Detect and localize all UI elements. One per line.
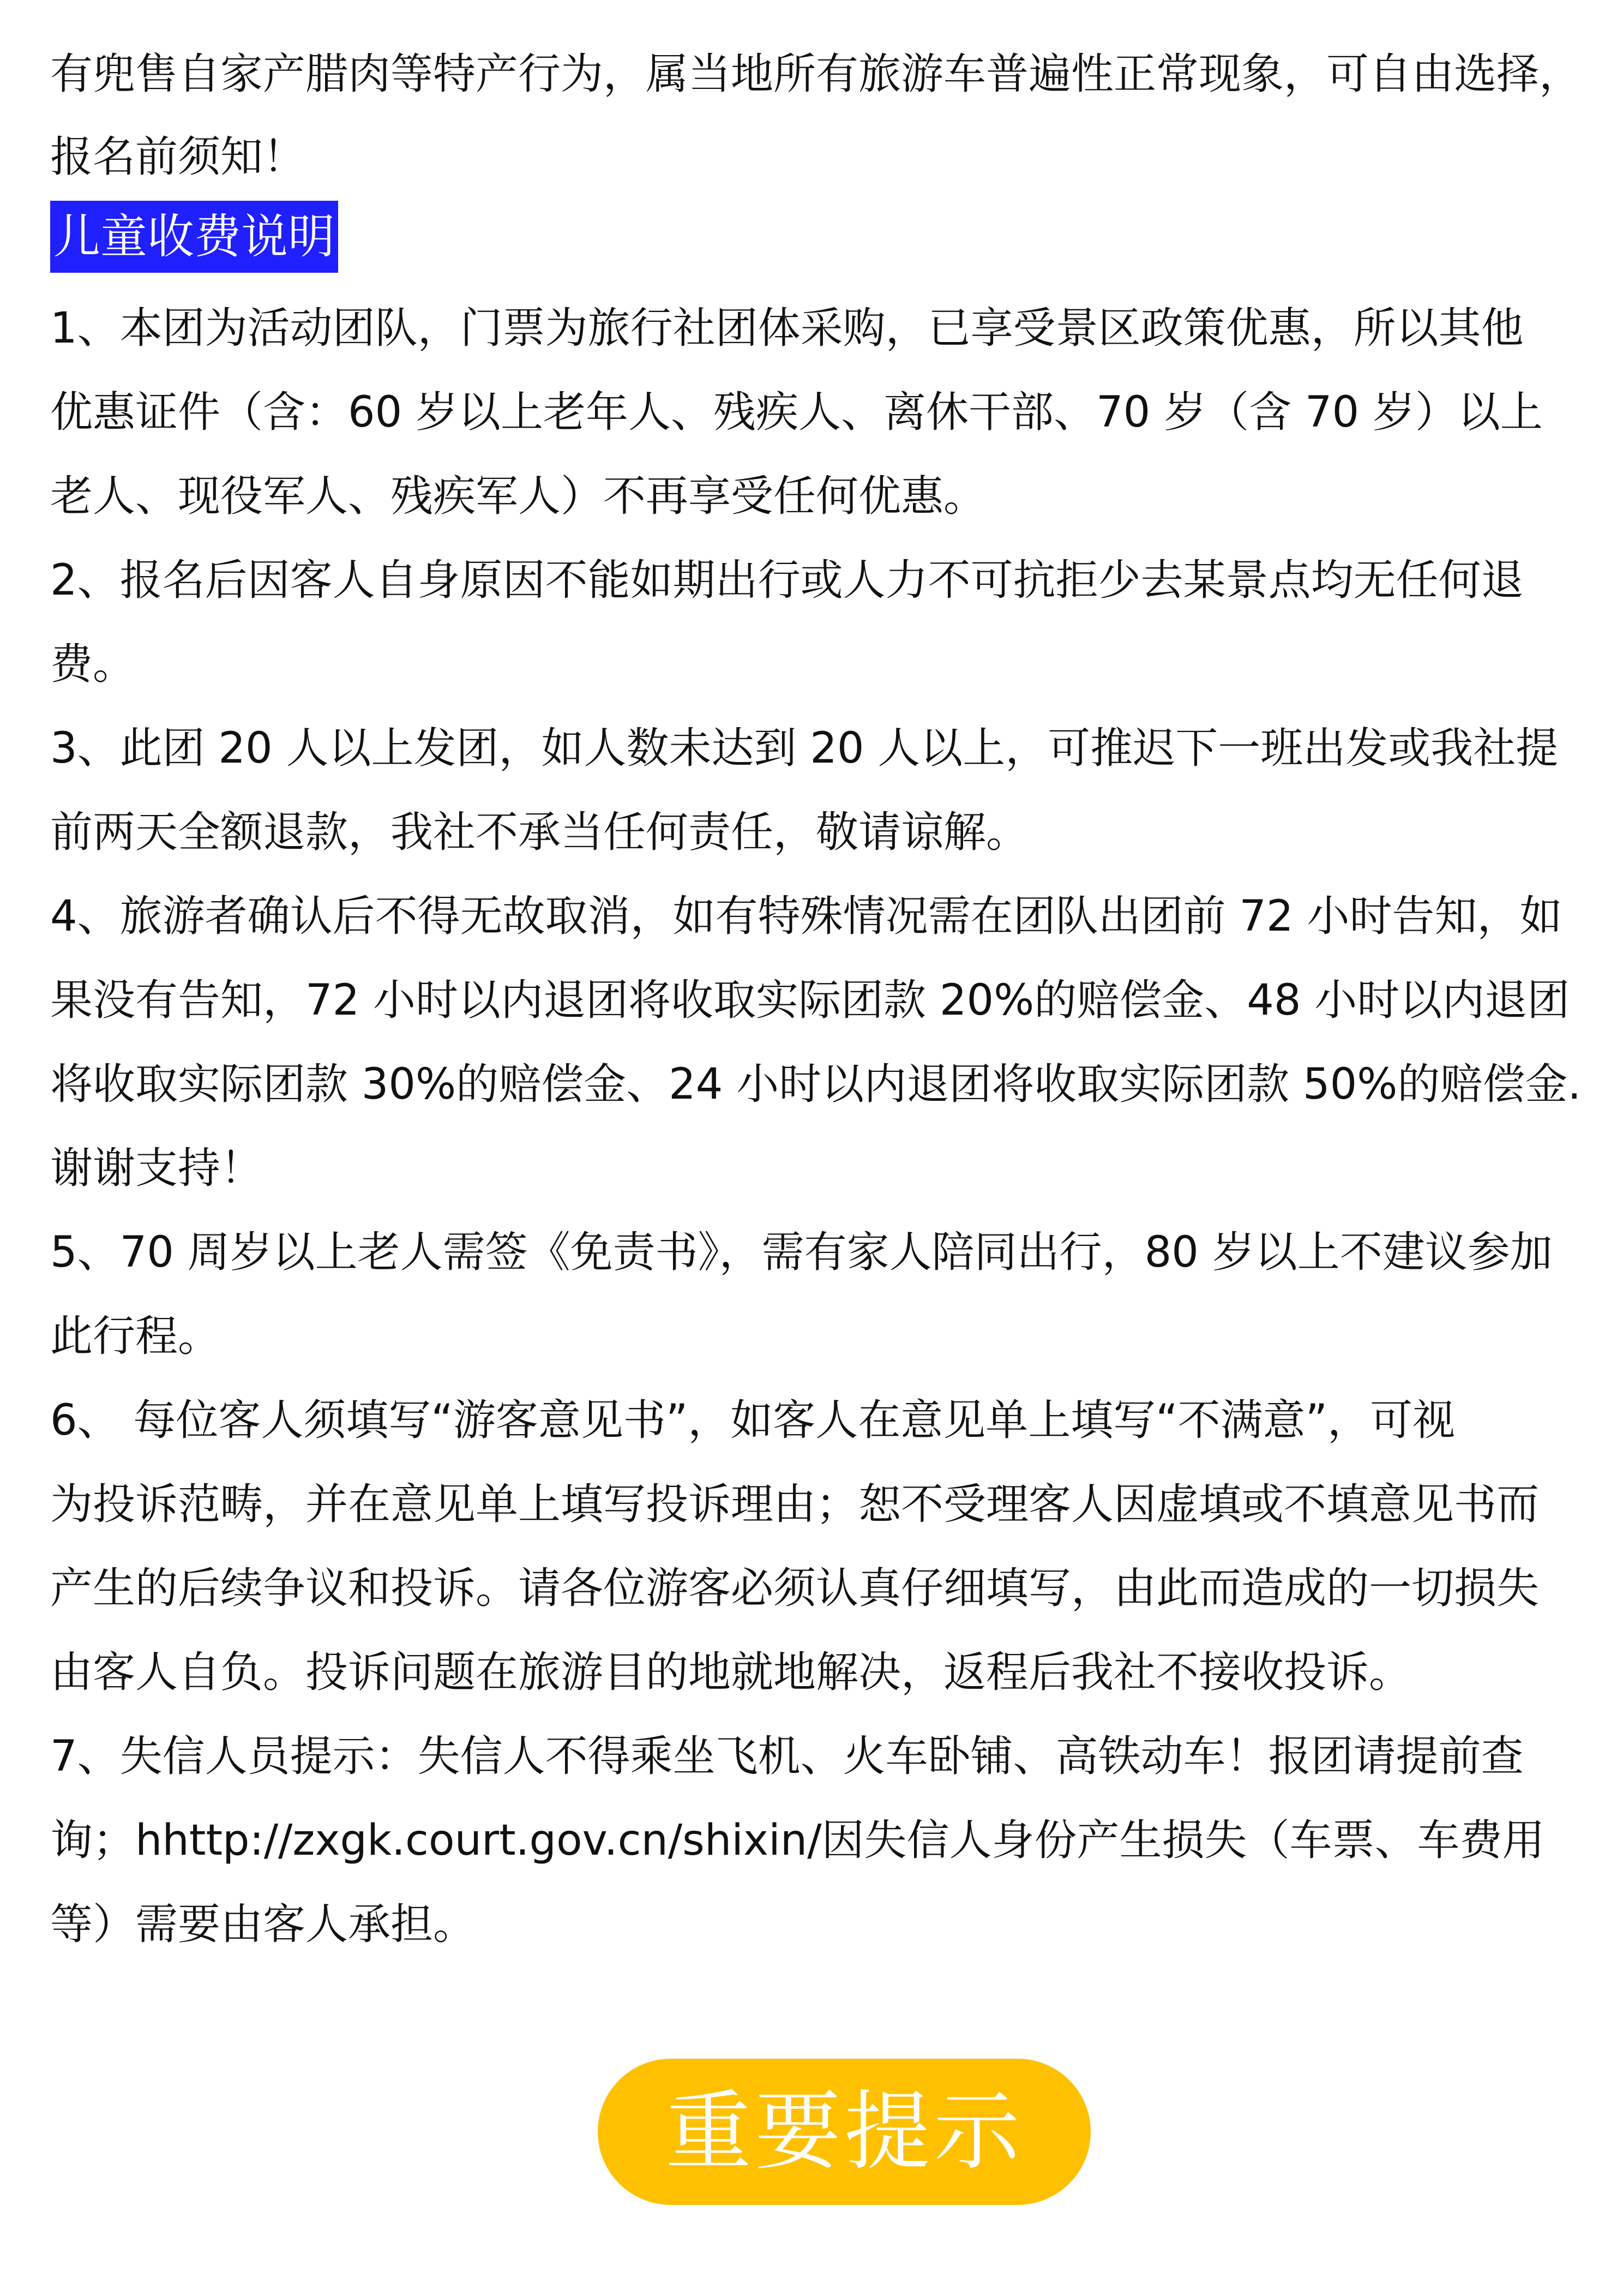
body-line: 将收取实际团款 30%的赔偿金、24 小时以内退团将收取实际团款 50%的赔偿金.	[50, 1060, 1582, 1109]
body-line: 谢谢支持！	[50, 1144, 263, 1193]
body-line: 1、本团为活动团队，门票为旅行社团体采购，已享受景区政策优惠，所以其他	[50, 304, 1524, 353]
intro-line: 报名前须知！	[50, 133, 306, 182]
body-line: 费。	[50, 640, 136, 689]
body-line: 6、 每位客人须填写“游客意见书”，如客人在意见单上填写“不满意”，可视	[50, 1396, 1456, 1445]
body-line: 由客人自负。投诉问题在旅游目的地就地解决，返程后我社不接收投诉。	[50, 1648, 1412, 1697]
body-line: 3、此团 20 人以上发团，如人数未达到 20 人以上，可推迟下一班出发或我社提	[50, 724, 1559, 773]
body-line: 等）需要由客人承担。	[50, 1900, 476, 1949]
important-notice-label: 重要提示	[665, 2082, 1023, 2182]
body-line: 此行程。	[50, 1312, 221, 1361]
body-line: 询；hhttp://zxgk.court.gov.cn/shixin/因失信人身份产生损失（车票、车费用	[50, 1816, 1545, 1865]
body-line: 前两天全额退款，我社不承当任何责任，敬请谅解。	[50, 808, 1029, 857]
important-notice-banner	[598, 2059, 1091, 2205]
intro-line: 有兜售自家产腊肉等特产行为，属当地所有旅游车普遍性正常现象，可自由选择，	[50, 50, 1582, 99]
body-line: 5、70 周岁以上老人需签《免责书》，需有家人陪同出行，80 岁以上不建议参加	[50, 1228, 1553, 1277]
body-line: 优惠证件（含：60 岁以上老年人、残疾人、离休干部、70 岁（含 70 岁）以上	[50, 388, 1543, 437]
body-line: 果没有告知，72 小时以内退团将收取实际团款 20%的赔偿金、48 小时以内退团	[50, 976, 1570, 1025]
body-line: 产生的后续争议和投诉。请各位游客必须认真仔细填写，由此而造成的一切损失	[50, 1564, 1540, 1613]
body-line: 2、报名后因客人自身原因不能如期出行或人力不可抗拒少去某景点均无任何退	[50, 556, 1524, 605]
body-line: 7、失信人员提示：失信人不得乘坐飞机、火车卧铺、高铁动车！报团请提前查	[50, 1732, 1524, 1781]
section-heading: 儿童收费说明	[50, 201, 338, 273]
body-line: 4、旅游者确认后不得无故取消，如有特殊情况需在团队出团前 72 小时告知，如	[50, 892, 1562, 941]
body-line: 为投诉范畴，并在意见单上填写投诉理由；恕不受理客人因虚填或不填意见书而	[50, 1480, 1540, 1529]
body-line: 老人、现役军人、残疾军人）不再享受任何优惠。	[50, 472, 987, 521]
